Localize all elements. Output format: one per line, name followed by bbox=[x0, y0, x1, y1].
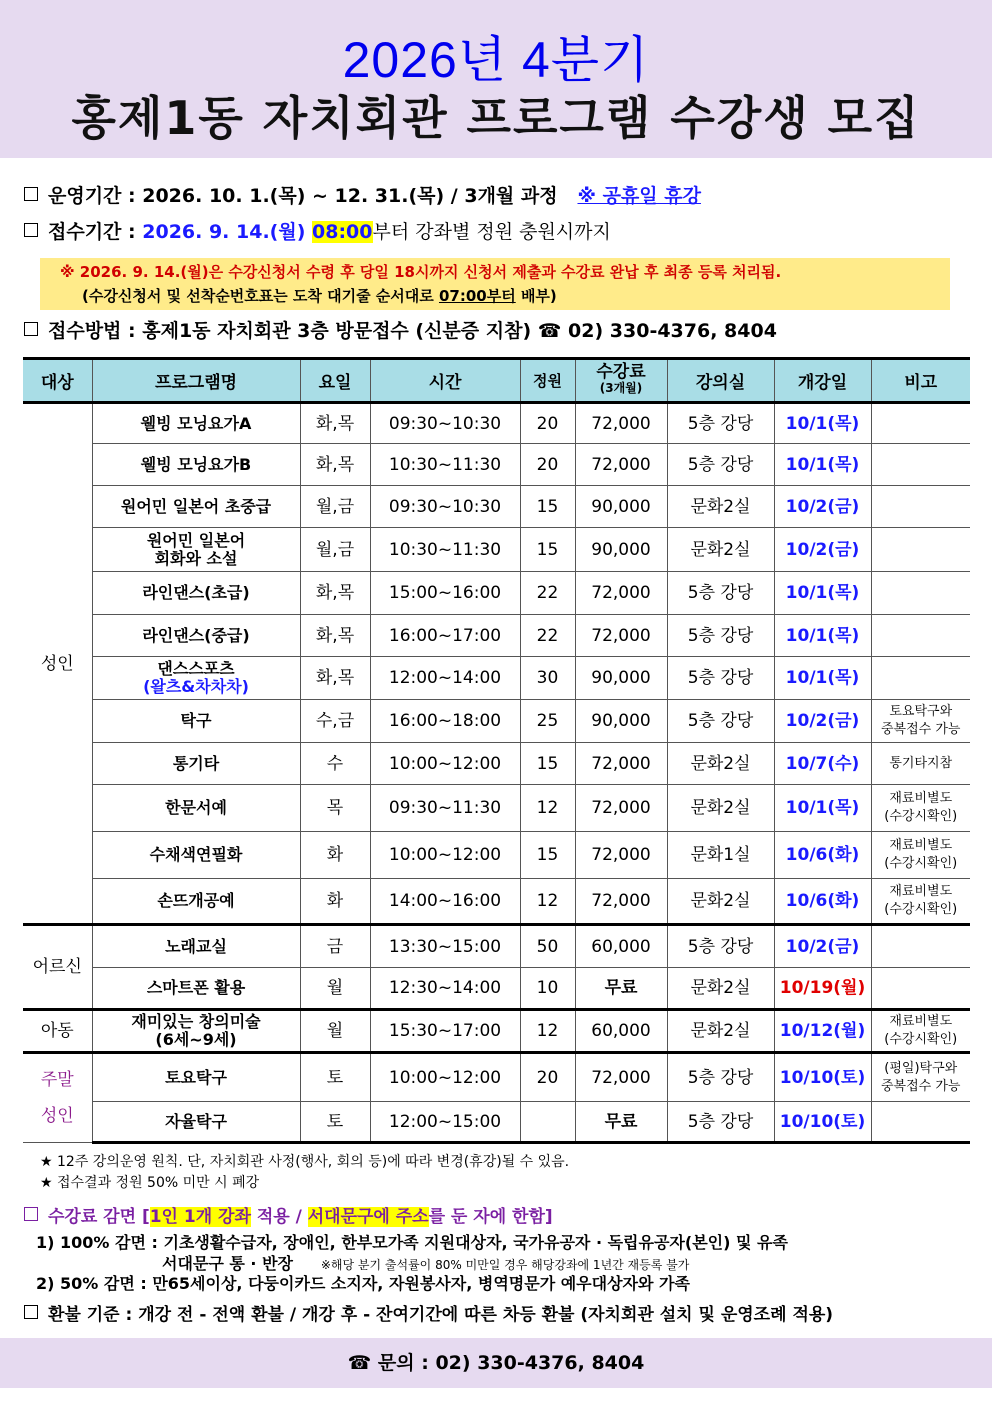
fee: 72,000 bbox=[575, 1053, 667, 1102]
capacity: 30 bbox=[520, 657, 575, 700]
table-row bbox=[23, 879, 970, 925]
checkbox-icon bbox=[24, 187, 38, 201]
time: 15:30~17:00 bbox=[370, 1010, 520, 1053]
time: 12:00~14:00 bbox=[370, 657, 520, 700]
table-row bbox=[23, 968, 970, 1010]
table-row bbox=[23, 832, 970, 879]
table-row bbox=[23, 615, 970, 657]
program-name: 자율탁구 bbox=[92, 1102, 300, 1143]
table-row bbox=[23, 743, 970, 785]
program-name: 수채색연필화 bbox=[92, 832, 300, 879]
start-date: 10/7(수) bbox=[774, 743, 871, 785]
notice-line-2 bbox=[82, 285, 557, 307]
note bbox=[871, 528, 970, 572]
start-date: 10/10(토) bbox=[774, 1053, 871, 1102]
page-title-quarter: 2026년 4분기 bbox=[342, 32, 650, 88]
capacity: 20 bbox=[520, 444, 575, 486]
note bbox=[871, 700, 970, 743]
reception-label: 접수기간 : bbox=[48, 221, 143, 243]
capacity: 15 bbox=[520, 832, 575, 879]
note bbox=[871, 572, 970, 615]
day: 화 bbox=[300, 832, 370, 879]
checkbox-icon bbox=[24, 1305, 38, 1319]
start-date: 10/12(월) bbox=[774, 1010, 871, 1053]
note bbox=[871, 615, 970, 657]
room: 문화2실 bbox=[667, 968, 774, 1010]
start-date: 10/2(금) bbox=[774, 486, 871, 528]
operating-period-text: 운영기간 : 2026. 10. 1.(목) ~ 12. 31.(목) / 3개월 과정 bbox=[48, 185, 558, 207]
program-name: 웰빙 모닝요가B bbox=[92, 444, 300, 486]
table-row bbox=[23, 444, 970, 486]
col-header-fee bbox=[575, 359, 667, 403]
room: 5층 강당 bbox=[667, 700, 774, 743]
col-header-program: 프로그램명 bbox=[92, 359, 300, 403]
page-header bbox=[0, 0, 992, 158]
discount-title-mid: 적용 / bbox=[250, 1207, 308, 1227]
col-header-start: 개강일 bbox=[774, 359, 871, 403]
start-date: 10/1(목) bbox=[774, 785, 871, 832]
capacity: 22 bbox=[520, 572, 575, 615]
day: 화,목 bbox=[300, 615, 370, 657]
time: 10:00~12:00 bbox=[370, 1053, 520, 1102]
capacity: 15 bbox=[520, 743, 575, 785]
note-line1: 재료비별도 bbox=[889, 1014, 953, 1029]
discount-line-1b-note: ※해당 분기 출석률이 80% 미만일 경우 해당강좌에 1년간 재등록 불가 bbox=[320, 1258, 690, 1272]
capacity: 50 bbox=[520, 925, 575, 968]
notice-line-2-post: 배부) bbox=[515, 287, 557, 305]
col-header-capacity: 정원 bbox=[520, 359, 575, 403]
table-row bbox=[23, 486, 970, 528]
note-line2: 중복접수 가능 bbox=[881, 1078, 961, 1094]
discount-line-2: 2) 50% 감면 : 만65세이상, 다둥이카드 소지자, 자원봉사자, 병역명문가 예우대상자와 가족 bbox=[36, 1274, 690, 1293]
note bbox=[871, 403, 970, 444]
fee: 무료 bbox=[575, 1102, 667, 1143]
fee: 72,000 bbox=[575, 879, 667, 925]
notice-line-2-time: 07:00부터 bbox=[438, 287, 516, 305]
program-name: 탁구 bbox=[92, 700, 300, 743]
day: 수,금 bbox=[300, 700, 370, 743]
note bbox=[871, 1102, 970, 1143]
holiday-note: ※ 공휴일 휴강 bbox=[577, 185, 701, 207]
fee: 72,000 bbox=[575, 615, 667, 657]
start-date: 10/19(월) bbox=[774, 968, 871, 1010]
group-adult: 성인 bbox=[23, 403, 92, 925]
table-row bbox=[23, 1010, 970, 1053]
fee: 90,000 bbox=[575, 528, 667, 572]
room: 5층 강당 bbox=[667, 403, 774, 444]
fee: 72,000 bbox=[575, 832, 667, 879]
day: 월,금 bbox=[300, 486, 370, 528]
start-date: 10/1(목) bbox=[774, 444, 871, 486]
start-date: 10/2(금) bbox=[774, 528, 871, 572]
note-line2: 중복접수 가능 bbox=[881, 722, 961, 737]
note-line1: (평일)탁구와 bbox=[884, 1060, 958, 1076]
reception-time: 08:00 bbox=[312, 221, 373, 243]
room: 5층 강당 bbox=[667, 1102, 774, 1143]
fee: 72,000 bbox=[575, 444, 667, 486]
checkbox-icon bbox=[24, 223, 38, 237]
fee: 72,000 bbox=[575, 743, 667, 785]
room: 5층 강당 bbox=[667, 1053, 774, 1102]
capacity: 20 bbox=[520, 1053, 575, 1102]
time: 15:00~16:00 bbox=[370, 572, 520, 615]
start-date: 10/1(목) bbox=[774, 572, 871, 615]
reception-rest: 부터 강좌별 정원 충원시까지 bbox=[372, 221, 611, 243]
day: 화,목 bbox=[300, 572, 370, 615]
day: 화,목 bbox=[300, 657, 370, 700]
group-weekend-line1: 주말 bbox=[40, 1070, 74, 1090]
program-name-line2: 회화와 소설 bbox=[154, 548, 238, 568]
note bbox=[871, 968, 970, 1010]
table-row bbox=[23, 925, 970, 968]
room: 문화2실 bbox=[667, 743, 774, 785]
program-name bbox=[92, 1010, 300, 1053]
table-row bbox=[23, 700, 970, 743]
room: 문화2실 bbox=[667, 879, 774, 925]
program-name: 라인댄스(중급) bbox=[92, 615, 300, 657]
day: 토 bbox=[300, 1053, 370, 1102]
fee: 72,000 bbox=[575, 785, 667, 832]
time: 09:30~10:30 bbox=[370, 486, 520, 528]
note-line1: 재료비별도 bbox=[889, 884, 953, 899]
note-line2: (수강시확인) bbox=[884, 1032, 958, 1047]
refund-policy bbox=[24, 1304, 833, 1326]
group-weekend-line2: 성인 bbox=[40, 1106, 74, 1126]
room: 5층 강당 bbox=[667, 925, 774, 968]
time: 12:00~15:00 bbox=[370, 1102, 520, 1143]
program-name: 토요탁구 bbox=[92, 1053, 300, 1102]
time: 16:00~18:00 bbox=[370, 700, 520, 743]
time: 09:30~11:30 bbox=[370, 785, 520, 832]
day: 금 bbox=[300, 925, 370, 968]
col-header-room: 강의실 bbox=[667, 359, 774, 403]
capacity: 12 bbox=[520, 785, 575, 832]
fee: 72,000 bbox=[575, 572, 667, 615]
time: 10:30~11:30 bbox=[370, 444, 520, 486]
room: 문화2실 bbox=[667, 785, 774, 832]
fee: 90,000 bbox=[575, 486, 667, 528]
day: 화 bbox=[300, 879, 370, 925]
note-line1: 재료비별도 bbox=[889, 838, 953, 853]
notice-line-1: ※ 2026. 9. 14.(월)은 수강신청서 수령 후 당일 18시까지 신청서 제출과 수강료 완납 후 최종 등록 처리됨. bbox=[60, 263, 782, 281]
table-row bbox=[23, 1053, 970, 1102]
fee: 60,000 bbox=[575, 925, 667, 968]
day: 화,목 bbox=[300, 444, 370, 486]
table-row bbox=[23, 1102, 970, 1143]
table-row bbox=[23, 785, 970, 832]
program-name: 스마트폰 활용 bbox=[92, 968, 300, 1010]
program-name bbox=[92, 528, 300, 572]
reception-method-text: 접수방법 : 홍제1동 자치회관 3층 방문접수 (신분증 지참) ☎ 02) 330-4376, 8404 bbox=[48, 320, 777, 342]
note-line1: 재료비별도 bbox=[889, 791, 953, 806]
room: 5층 강당 bbox=[667, 572, 774, 615]
program-name: 한문서예 bbox=[92, 785, 300, 832]
reception-method bbox=[24, 318, 777, 344]
note bbox=[871, 444, 970, 486]
footnote-1: ★ 12주 강의운영 원칙. 단, 자치회관 사정(행사, 회의 등)에 따라 변경(휴강)될 수 있음. bbox=[40, 1154, 570, 1170]
note bbox=[871, 832, 970, 879]
time: 10:30~11:30 bbox=[370, 528, 520, 572]
fee-header-label: 수강료 bbox=[596, 362, 646, 382]
col-header-note: 비고 bbox=[871, 359, 970, 403]
fee: 72,000 bbox=[575, 403, 667, 444]
start-date: 10/2(금) bbox=[774, 700, 871, 743]
room: 5층 강당 bbox=[667, 657, 774, 700]
note-line2: (수강시확인) bbox=[884, 902, 958, 917]
capacity: 25 bbox=[520, 700, 575, 743]
note bbox=[871, 657, 970, 700]
page-title: 홍제1동 자치회관 프로그램 수강생 모집 bbox=[71, 91, 921, 145]
discount-line-1: 1) 100% 감면 : 기초생활수급자, 장애인, 한부모가족 지원대상자, 국가유공자 · 독립유공자(본인) 및 유족 bbox=[36, 1233, 788, 1252]
note bbox=[871, 1053, 970, 1102]
fee-header-sub: (3개월) bbox=[599, 381, 643, 395]
notice-line-2-pre: (수강신청서 및 선착순번호표는 도착 대기줄 순서대로 bbox=[82, 287, 439, 305]
time: 12:30~14:00 bbox=[370, 968, 520, 1010]
day: 목 bbox=[300, 785, 370, 832]
time: 14:00~16:00 bbox=[370, 879, 520, 925]
program-name-line2: (6세~9세) bbox=[155, 1030, 237, 1049]
note bbox=[871, 486, 970, 528]
capacity: 20 bbox=[520, 403, 575, 444]
table-row bbox=[23, 528, 970, 572]
note bbox=[871, 925, 970, 968]
note: 통기타지참 bbox=[871, 743, 970, 785]
capacity: 15 bbox=[520, 528, 575, 572]
start-date: 10/2(금) bbox=[774, 925, 871, 968]
start-date: 10/1(목) bbox=[774, 403, 871, 444]
discount-title-highlight-2: 서대문구에 주소 bbox=[307, 1207, 429, 1227]
start-date: 10/6(화) bbox=[774, 879, 871, 925]
note bbox=[871, 1010, 970, 1053]
program-name: 노래교실 bbox=[92, 925, 300, 968]
table-header-row bbox=[23, 359, 970, 403]
room: 5층 강당 bbox=[667, 615, 774, 657]
capacity: 12 bbox=[520, 879, 575, 925]
program-name-line1: 원어민 일본어 bbox=[146, 530, 246, 550]
group-senior: 어르신 bbox=[23, 925, 92, 1010]
note bbox=[871, 785, 970, 832]
reception-period bbox=[24, 219, 611, 245]
time: 13:30~15:00 bbox=[370, 925, 520, 968]
day: 월 bbox=[300, 1010, 370, 1053]
discount-title bbox=[24, 1206, 553, 1228]
start-date: 10/10(토) bbox=[774, 1102, 871, 1143]
discount-line-1b-text: 서대문구 통 · 반장 bbox=[162, 1254, 293, 1273]
contact-footer: ☎ 문의 : 02) 330-4376, 8404 bbox=[0, 1338, 992, 1388]
day: 월,금 bbox=[300, 528, 370, 572]
time: 09:30~10:30 bbox=[370, 403, 520, 444]
start-date: 10/1(목) bbox=[774, 615, 871, 657]
day: 화,목 bbox=[300, 403, 370, 444]
checkbox-icon bbox=[24, 322, 38, 336]
group-child: 아동 bbox=[23, 1010, 92, 1053]
day: 월 bbox=[300, 968, 370, 1010]
fee: 90,000 bbox=[575, 657, 667, 700]
operating-period bbox=[24, 183, 701, 209]
capacity: 10 bbox=[520, 968, 575, 1010]
program-name bbox=[92, 657, 300, 700]
program-name: 통기타 bbox=[92, 743, 300, 785]
discount-title-pre: 수강료 감면 [ bbox=[48, 1207, 150, 1227]
capacity: 15 bbox=[520, 486, 575, 528]
table-row bbox=[23, 403, 970, 444]
program-table bbox=[23, 357, 970, 1144]
program-name: 라인댄스(초급) bbox=[92, 572, 300, 615]
room: 문화2실 bbox=[667, 528, 774, 572]
note-line2: (수강시확인) bbox=[884, 809, 958, 824]
footnote-2: ★ 접수결과 정원 50% 미만 시 폐강 bbox=[40, 1175, 260, 1191]
time: 16:00~17:00 bbox=[370, 615, 520, 657]
table-row bbox=[23, 572, 970, 615]
day: 토 bbox=[300, 1102, 370, 1143]
notice-box bbox=[40, 258, 950, 310]
note-line2: (수강시확인) bbox=[884, 856, 958, 871]
program-name-line1: 댄스스포츠 bbox=[157, 659, 235, 678]
col-header-target: 대상 bbox=[23, 359, 92, 403]
table-row bbox=[23, 657, 970, 700]
program-name-line1: 재미있는 창의미술 bbox=[131, 1012, 261, 1031]
room: 문화1실 bbox=[667, 832, 774, 879]
program-name-line2: (왈츠&차차차) bbox=[143, 677, 249, 696]
program-name: 웰빙 모닝요가A bbox=[92, 403, 300, 444]
group-weekend bbox=[23, 1053, 92, 1143]
room: 문화2실 bbox=[667, 486, 774, 528]
fee: 60,000 bbox=[575, 1010, 667, 1053]
room: 문화2실 bbox=[667, 1010, 774, 1053]
time: 10:00~12:00 bbox=[370, 743, 520, 785]
time: 10:00~12:00 bbox=[370, 832, 520, 879]
day: 수 bbox=[300, 743, 370, 785]
capacity: 12 bbox=[520, 1010, 575, 1053]
capacity bbox=[520, 1102, 575, 1143]
room: 5층 강당 bbox=[667, 444, 774, 486]
note-line1: 토요탁구와 bbox=[889, 704, 953, 719]
program-name: 원어민 일본어 초중급 bbox=[92, 486, 300, 528]
note bbox=[871, 879, 970, 925]
capacity: 22 bbox=[520, 615, 575, 657]
discount-title-post: 를 둔 자에 한함] bbox=[428, 1207, 553, 1227]
reception-date: 2026. 9. 14.(월) bbox=[142, 221, 313, 243]
discount-title-highlight-1: 1인 1개 강좌 bbox=[149, 1207, 251, 1227]
checkbox-icon bbox=[24, 1207, 38, 1221]
fee: 90,000 bbox=[575, 700, 667, 743]
start-date: 10/6(화) bbox=[774, 832, 871, 879]
refund-policy-text: 환불 기준 : 개강 전 - 전액 환불 / 개강 후 - 잔여기간에 따른 차등 환불 (자치회관 설치 및 운영조례 적용) bbox=[48, 1305, 834, 1325]
program-name: 손뜨개공예 bbox=[92, 879, 300, 925]
col-header-time: 시간 bbox=[370, 359, 520, 403]
fee: 무료 bbox=[575, 968, 667, 1010]
col-header-day: 요일 bbox=[300, 359, 370, 403]
start-date: 10/1(목) bbox=[774, 657, 871, 700]
